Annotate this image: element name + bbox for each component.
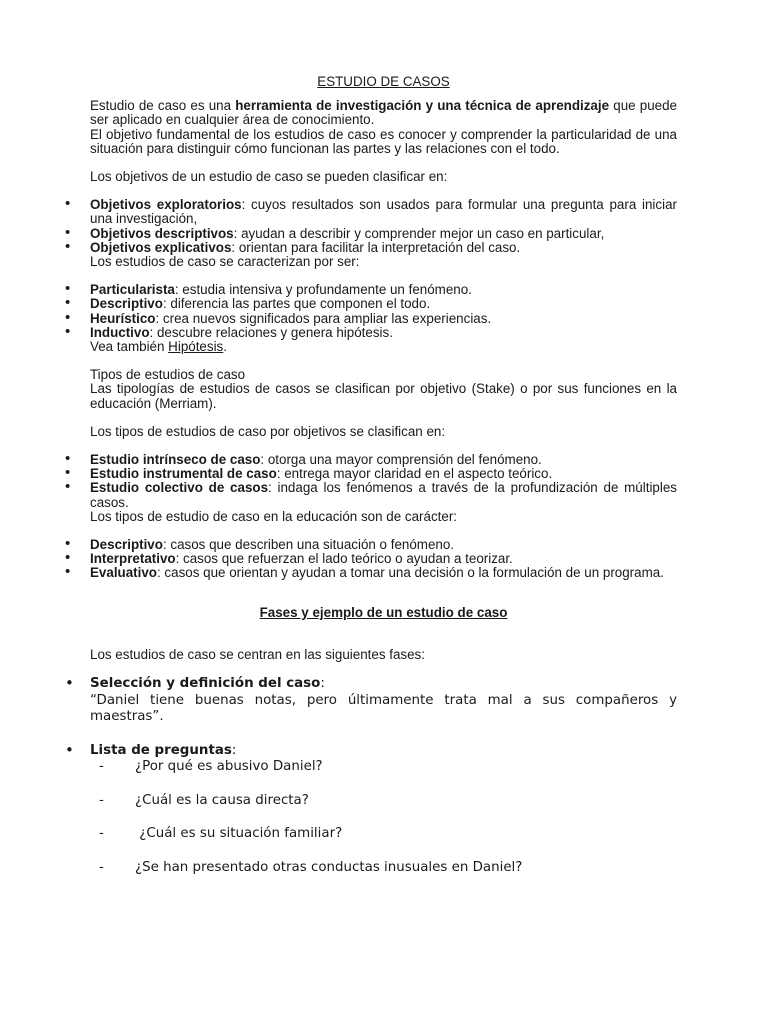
- tipos-heading: Tipos de estudios de caso: [90, 367, 246, 383]
- fases-section: [90, 676, 677, 876]
- list-item: - ¿Cuál es la causa directa?: [90, 793, 677, 810]
- educacion-intro: Los tipos de estudio de caso en la educación son de carácter:: [90, 508, 457, 524]
- list-item: • Descriptivo: diferencia las partes que componen el todo.: [90, 297, 677, 311]
- list-item: • Inductivo: descubre relaciones y genera hipótesis.: [90, 326, 677, 340]
- preguntas-bullet: [90, 743, 677, 760]
- list-item: • Lista de preguntas:: [90, 743, 677, 760]
- fases-list: [90, 676, 677, 726]
- list-item: - ¿Se han presentado otras conductas inusuales en Daniel?: [90, 860, 677, 877]
- objetivos-list: [90, 198, 677, 255]
- list-item: • Particularista: estudia intensiva y profundamente un fenómeno.: [90, 283, 677, 297]
- seleccion-quote: “Daniel tiene buenas notas, pero últimamente trata mal a sus compañeros y maestras”.: [90, 692, 677, 725]
- intro-paragraph-1: Estudio de caso es una herramienta de investigación y una técnica de aprendizaje que puede ser aplicado en cualquier área de conocimiento.: [90, 98, 677, 128]
- list-item: • Heurístico: crea nuevos significados para ampliar las experiencias.: [90, 312, 677, 326]
- list-item: • Interpretativo: casos que refuerzan el lado teórico o ayudan a teorizar.: [90, 552, 677, 566]
- intro-paragraph-2: El objetivo fundamental de los estudios de caso es conocer y comprender la particularidad de una situación para distinguir cómo funcionan las partes y las relaciones con el todo.: [90, 126, 677, 156]
- list-item: • Estudio instrumental de caso: entrega mayor claridad en el aspecto teórico.: [90, 467, 677, 481]
- document-title: ESTUDIO DE CASOS: [317, 74, 450, 89]
- list-item: • Estudio colectivo de casos: indaga los fenómenos a través de la profundización de múltiples casos.: [90, 481, 677, 509]
- vea-tambien: Vea también Hipótesis.: [90, 339, 227, 355]
- caracteristicas-list: [90, 283, 677, 340]
- preguntas-list: [90, 759, 677, 876]
- list-item: • Selección y definición del caso: “Daniel tiene buenas notas, pero últimamente trata mal a sus compañeros y maestras”.: [90, 676, 677, 726]
- intro-paragraph-3: Los objetivos de un estudio de caso se pueden clasificar en:: [90, 169, 448, 185]
- educacion-list: [90, 538, 677, 581]
- tipos-paragraph-2: Los tipos de estudios de caso por objetivos se clasifican en:: [90, 423, 446, 439]
- list-item: • Evaluativo: casos que orientan y ayudan a tomar una decisión o la formulación de un programa.: [90, 566, 677, 580]
- list-item: • Descriptivo: casos que describen una situación o fenómeno.: [90, 538, 677, 552]
- list-item: • Estudio intrínseco de caso: otorga una mayor comprensión del fenómeno.: [90, 453, 677, 467]
- document-body: [90, 75, 677, 893]
- list-item: • Objetivos explicativos: orientan para facilitar la interpretación del caso.: [90, 241, 677, 255]
- hipotesis-link[interactable]: Hipótesis: [168, 339, 224, 355]
- caracteristicas-intro: Los estudios de caso se caracterizan por ser:: [90, 254, 360, 270]
- list-item: • Objetivos descriptivos: ayudan a describir y comprender mejor un caso en particular,: [90, 227, 677, 241]
- list-item: • Objetivos exploratorios: cuyos resultados son usados para formular una pregunta para iniciar una investigación,: [90, 198, 677, 226]
- por-objetivo-list: [90, 453, 677, 510]
- fases-heading: Fases y ejemplo de un estudio de caso: [259, 604, 508, 620]
- list-item: - ¿Cuál es su situación familiar?: [90, 826, 677, 843]
- tipos-paragraph-1: Las tipologías de estudios de casos se clasifican por objetivo (Stake) o por sus funciones en la educación (Merriam).: [90, 381, 677, 411]
- fases-intro: Los estudios de caso se centran en las siguientes fases:: [90, 646, 425, 662]
- list-item: - ¿Por qué es abusivo Daniel?: [90, 759, 677, 776]
